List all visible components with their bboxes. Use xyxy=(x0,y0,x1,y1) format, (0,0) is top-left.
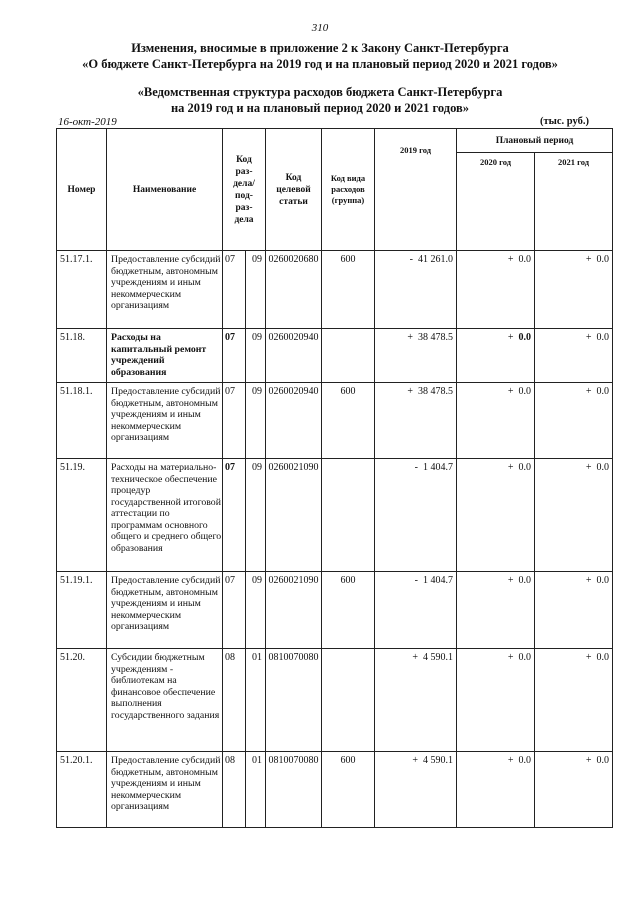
row-podrazdel: 01 xyxy=(246,752,266,828)
row-vr: 600 xyxy=(322,572,375,649)
row-name: Предоставление субсидий бюджетным, автономным учреждениям и иным некоммерческим организациям xyxy=(107,383,223,459)
value-2021: 0.0 xyxy=(596,254,609,265)
col-header-2021: 2021 год xyxy=(535,153,613,251)
row-2021 xyxy=(535,649,613,752)
row-2020 xyxy=(457,572,535,649)
row-csr: 0260020940 xyxy=(266,383,322,459)
table-row xyxy=(57,572,613,649)
row-2020 xyxy=(457,329,535,383)
row-podrazdel: 09 xyxy=(246,329,266,383)
table-row xyxy=(57,649,613,752)
col-header-number: Номер xyxy=(57,129,107,251)
row-csr: 0260021090 xyxy=(266,572,322,649)
sign-2019: + xyxy=(412,652,418,663)
value-2019: 38 478.5 xyxy=(418,386,453,397)
value-2021: 0.0 xyxy=(596,332,609,343)
row-vr: 600 xyxy=(322,752,375,828)
sign-2020: + xyxy=(507,575,514,586)
sign-2019: - xyxy=(409,254,413,265)
sign-2021: + xyxy=(585,652,592,663)
row-2019 xyxy=(375,251,457,329)
row-vr: 600 xyxy=(322,383,375,459)
document-subtitle-line-1: «Ведомственная структура расходов бюджета Санкт-Петербурга xyxy=(137,85,503,99)
row-number: 51.18.1. xyxy=(57,383,107,459)
value-2020: 0.0 xyxy=(518,575,531,586)
row-vr xyxy=(322,649,375,752)
table-row xyxy=(57,383,613,459)
sign-2021: + xyxy=(585,332,592,343)
value-2021: 0.0 xyxy=(596,652,609,663)
row-2020 xyxy=(457,383,535,459)
row-2021 xyxy=(535,251,613,329)
row-razdel: 07 xyxy=(223,329,246,383)
row-csr: 0260020940 xyxy=(266,329,322,383)
col-header-2019: 2019 год xyxy=(375,129,457,251)
row-number: 51.19. xyxy=(57,459,107,572)
row-number: 51.18. xyxy=(57,329,107,383)
col-header-2020: 2020 год xyxy=(457,153,535,251)
table-row xyxy=(57,329,613,383)
row-vr: 600 xyxy=(322,251,375,329)
col-header-razdel: Код раз- дела/ под- раз- дела xyxy=(223,129,266,251)
row-2019 xyxy=(375,572,457,649)
units-label: (тыс. руб.) xyxy=(540,116,589,127)
sign-2019: + xyxy=(407,332,413,343)
sign-2021: + xyxy=(585,575,592,586)
col-header-vr: Код вида расходов (группа) xyxy=(322,129,375,251)
value-2019: 41 261.0 xyxy=(418,254,453,265)
row-name: Субсидии бюджетным учреждениям - библиотекам на финансовое обеспечение выполнения государственного задания xyxy=(107,649,223,752)
row-podrazdel: 09 xyxy=(246,383,266,459)
row-csr: 0260021090 xyxy=(266,459,322,572)
value-2021: 0.0 xyxy=(596,386,609,397)
col-header-csr: Код целевой статьи xyxy=(266,129,322,251)
row-name: Предоставление субсидий бюджетным, автономным учреждениям и иным некоммерческим организациям xyxy=(107,251,223,329)
row-podrazdel: 09 xyxy=(246,459,266,572)
row-csr: 0810070080 xyxy=(266,649,322,752)
value-2019: 1 404.7 xyxy=(423,462,453,473)
row-2019 xyxy=(375,649,457,752)
row-2020 xyxy=(457,251,535,329)
col-header-planned-period: Плановый период xyxy=(457,129,613,153)
sign-2020: + xyxy=(507,254,514,265)
sign-2019: - xyxy=(414,575,418,586)
value-2020: 0.0 xyxy=(518,652,531,663)
sign-2020: + xyxy=(507,462,514,473)
row-podrazdel: 09 xyxy=(246,251,266,329)
row-name: Расходы на капитальный ремонт учреждений образования xyxy=(107,329,223,383)
value-2020: 0.0 xyxy=(518,332,531,343)
sign-2021: + xyxy=(585,254,592,265)
row-vr xyxy=(322,329,375,383)
row-2021 xyxy=(535,752,613,828)
row-podrazdel: 01 xyxy=(246,649,266,752)
row-2021 xyxy=(535,329,613,383)
value-2019: 38 478.5 xyxy=(418,332,453,343)
row-number: 51.20. xyxy=(57,649,107,752)
row-2021 xyxy=(535,572,613,649)
table-row xyxy=(57,459,613,572)
row-podrazdel: 09 xyxy=(246,572,266,649)
row-2021 xyxy=(535,383,613,459)
value-2021: 0.0 xyxy=(596,575,609,586)
row-2019 xyxy=(375,752,457,828)
value-2020: 0.0 xyxy=(518,462,531,473)
value-2020: 0.0 xyxy=(518,755,531,766)
row-number: 51.19.1. xyxy=(57,572,107,649)
row-2019 xyxy=(375,459,457,572)
row-2020 xyxy=(457,752,535,828)
sign-2020: + xyxy=(507,386,514,397)
sign-2021: + xyxy=(585,462,592,473)
sign-2019: - xyxy=(414,462,418,473)
table-row xyxy=(57,251,613,329)
row-name: Предоставление субсидий бюджетным, автономным учреждениям и иным некоммерческим организациям xyxy=(107,572,223,649)
row-razdel: 07 xyxy=(223,459,246,572)
row-razdel: 07 xyxy=(223,383,246,459)
row-razdel: 08 xyxy=(223,752,246,828)
sign-2021: + xyxy=(585,755,592,766)
row-vr xyxy=(322,459,375,572)
row-2020 xyxy=(457,459,535,572)
budget-table xyxy=(56,128,613,828)
col-header-name: Наименование xyxy=(107,129,223,251)
document-subtitle-line-2: на 2019 год и на плановый период 2020 и 2021 годов» xyxy=(170,101,470,115)
row-csr: 0260020680 xyxy=(266,251,322,329)
page-number: 310 xyxy=(311,22,329,34)
row-razdel: 08 xyxy=(223,649,246,752)
sign-2020: + xyxy=(507,755,514,766)
sign-2021: + xyxy=(585,386,592,397)
row-razdel: 07 xyxy=(223,251,246,329)
sign-2020: + xyxy=(507,652,514,663)
row-number: 51.17.1. xyxy=(57,251,107,329)
value-2020: 0.0 xyxy=(518,254,531,265)
row-csr: 0810070080 xyxy=(266,752,322,828)
row-razdel: 07 xyxy=(223,572,246,649)
document-title-line-2: «О бюджете Санкт-Петербурга на 2019 год и на плановый период 2020 и 2021 годов» xyxy=(82,57,558,71)
row-number: 51.20.1. xyxy=(57,752,107,828)
row-name: Расходы на материально-техническое обеспечение процедур государственной итоговой аттестации по программам основного общего и среднего общего образования xyxy=(107,459,223,572)
sign-2019: + xyxy=(412,755,418,766)
document-date: 16-окт-2019 xyxy=(58,116,117,128)
table-row xyxy=(57,752,613,828)
value-2021: 0.0 xyxy=(596,755,609,766)
value-2019: 4 590.1 xyxy=(423,652,453,663)
row-name: Предоставление субсидий бюджетным, автономным учреждениям и иным некоммерческим организациям xyxy=(107,752,223,828)
value-2019: 1 404.7 xyxy=(423,575,453,586)
value-2021: 0.0 xyxy=(596,462,609,473)
value-2019: 4 590.1 xyxy=(423,755,453,766)
row-2019 xyxy=(375,383,457,459)
row-2019 xyxy=(375,329,457,383)
sign-2020: + xyxy=(507,332,514,343)
row-2021 xyxy=(535,459,613,572)
sign-2019: + xyxy=(407,386,413,397)
document-title-line-1: Изменения, вносимые в приложение 2 к Закону Санкт-Петербурга xyxy=(131,41,509,55)
row-2020 xyxy=(457,649,535,752)
value-2020: 0.0 xyxy=(518,386,531,397)
